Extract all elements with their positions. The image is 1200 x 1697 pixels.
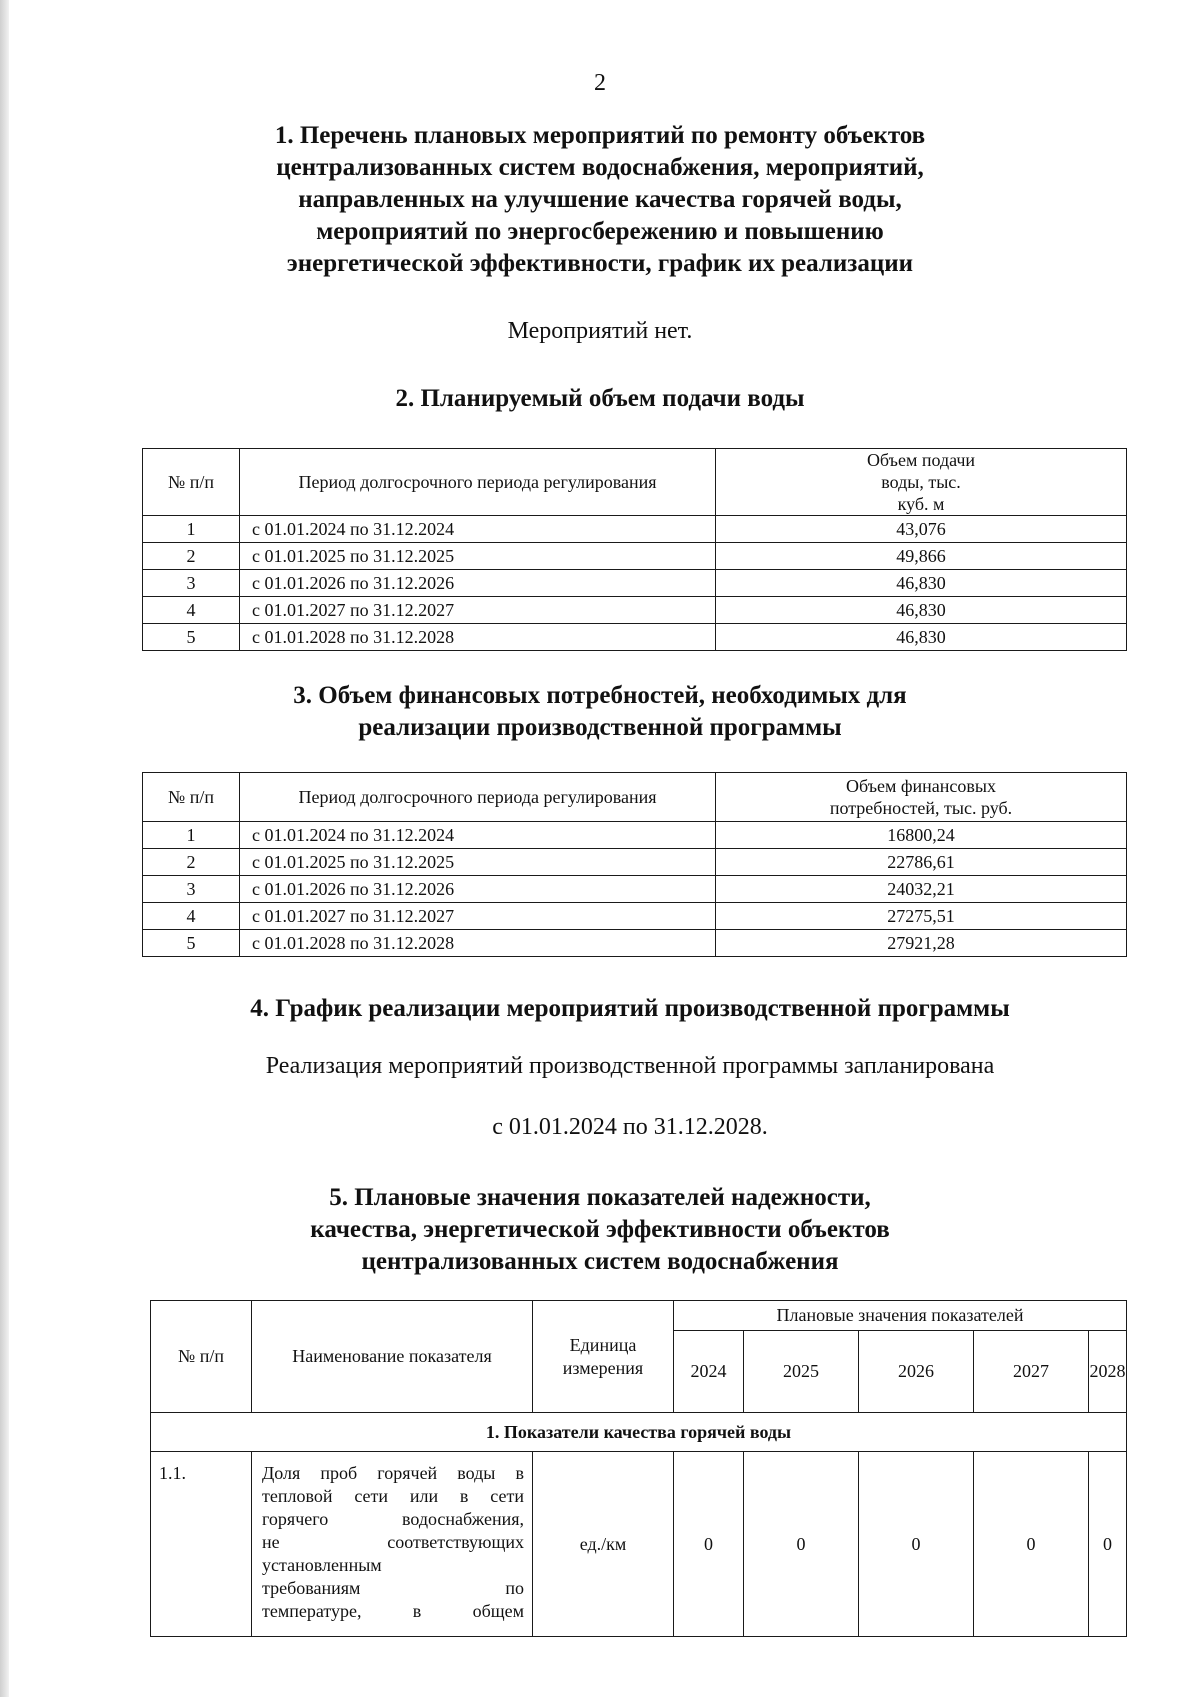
table-header-year: 2027 xyxy=(974,1331,1089,1413)
table-header-year: 2028 xyxy=(1089,1331,1127,1413)
row-period: с 01.01.2024 по 31.12.2024 xyxy=(240,516,716,543)
indicator-name-word: не xyxy=(262,1532,280,1552)
section1-title xyxy=(0,120,1200,280)
row-value: 0 xyxy=(974,1452,1089,1637)
row-value: 24032,21 xyxy=(716,876,1127,903)
table-header-num: № п/п xyxy=(151,1301,252,1413)
section3-title xyxy=(0,680,1200,744)
table-row xyxy=(143,516,1127,543)
table-row xyxy=(143,849,1127,876)
group-title: 1. Показатели качества горячей воды xyxy=(151,1413,1127,1452)
row-value: 46,830 xyxy=(716,624,1127,651)
row-period: с 01.01.2025 по 31.12.2025 xyxy=(240,543,716,570)
indicator-name-word: температуре, xyxy=(262,1601,362,1621)
section3-title-line: 3. Объем финансовых потребностей, необходимых для xyxy=(293,682,907,709)
table-header-name: Наименование показателя xyxy=(252,1301,533,1413)
indicator-name-word: в xyxy=(515,1463,524,1483)
indicator-name-word: по xyxy=(505,1578,524,1598)
indicator-name-word: горячего xyxy=(262,1509,329,1529)
table-header-period: Период долгосрочного периода регулирования xyxy=(240,449,716,516)
indicator-name-word: сети xyxy=(490,1486,524,1506)
table-row xyxy=(143,822,1127,849)
row-value: 0 xyxy=(744,1452,859,1637)
section1-text: Мероприятий нет. xyxy=(507,318,693,344)
section1-title-line: направленных на улучшение качества горячей воды, xyxy=(298,186,902,213)
row-num: 3 xyxy=(143,876,240,903)
page-number: 2 xyxy=(594,70,606,96)
indicator-name-word: проб xyxy=(320,1463,358,1483)
row-value: 27921,28 xyxy=(716,930,1127,957)
indicator-name-word: Доля xyxy=(262,1463,301,1483)
section1-title-line: централизованных систем водоснабжения, мероприятий, xyxy=(276,154,924,181)
row-value: 0 xyxy=(674,1452,744,1637)
row-num: 5 xyxy=(143,930,240,957)
table-row xyxy=(143,570,1127,597)
table-header-planned: Плановые значения показателей xyxy=(674,1301,1127,1331)
section5-title-line: централизованных систем водоснабжения xyxy=(361,1248,839,1275)
section1-title-line: 1. Перечень плановых мероприятий по ремонту объектов xyxy=(274,122,926,149)
row-unit: ед./км xyxy=(533,1452,674,1637)
table-header-volume: Объем подачи воды, тыс. куб. м xyxy=(716,449,1127,516)
indicator-name-word: общем xyxy=(472,1601,524,1621)
row-period: с 01.01.2027 по 31.12.2027 xyxy=(240,597,716,624)
indicator-name-word: или xyxy=(409,1486,439,1506)
row-value: 22786,61 xyxy=(716,849,1127,876)
row-num: 2 xyxy=(143,543,240,570)
row-value: 46,830 xyxy=(716,597,1127,624)
indicator-name-word: горячей xyxy=(377,1463,438,1483)
table-header-year: 2024 xyxy=(674,1331,744,1413)
indicator-name-line xyxy=(262,1485,524,1508)
financial-needs-table xyxy=(142,772,1127,957)
indicator-name-line xyxy=(262,1462,524,1485)
table-header-unit: Единица измерения xyxy=(533,1301,674,1413)
row-value: 0 xyxy=(1089,1452,1127,1637)
row-value: 49,866 xyxy=(716,543,1127,570)
table-header-period: Период долгосрочного периода регулирования xyxy=(240,773,716,822)
table-row xyxy=(151,1452,1127,1637)
indicator-name-word: воды xyxy=(457,1463,496,1483)
table-header-finance: Объем финансовых потребностей, тыс. руб. xyxy=(716,773,1127,822)
table-row xyxy=(143,903,1127,930)
row-period: с 01.01.2028 по 31.12.2028 xyxy=(240,930,716,957)
section4-text-line2: с 01.01.2024 по 31.12.2028. xyxy=(492,1114,768,1140)
row-num: 4 xyxy=(143,597,240,624)
indicator-name-line: установленным xyxy=(262,1555,382,1575)
row-num: 1 xyxy=(143,516,240,543)
indicator-name-line xyxy=(262,1508,524,1531)
section4-title: 4. График реализации мероприятий производственной программы xyxy=(250,995,1010,1022)
table-row xyxy=(143,876,1127,903)
row-num: 1.1. xyxy=(151,1452,252,1637)
row-indicator-name xyxy=(252,1452,533,1637)
section5-title-line: качества, энергетической эффективности объектов xyxy=(310,1216,890,1243)
row-period: с 01.01.2028 по 31.12.2028 xyxy=(240,624,716,651)
row-num: 2 xyxy=(143,849,240,876)
section2-title: 2. Планируемый объем подачи воды xyxy=(395,385,805,412)
row-period: с 01.01.2024 по 31.12.2024 xyxy=(240,822,716,849)
table-header-num: № п/п xyxy=(143,449,240,516)
indicator-name-line xyxy=(262,1600,524,1623)
row-period: с 01.01.2025 по 31.12.2025 xyxy=(240,849,716,876)
indicator-name-line xyxy=(262,1577,524,1600)
row-period: с 01.01.2027 по 31.12.2027 xyxy=(240,903,716,930)
row-value: 0 xyxy=(859,1452,974,1637)
indicator-name-word: в xyxy=(459,1486,469,1506)
table-row xyxy=(143,930,1127,957)
row-num: 1 xyxy=(143,822,240,849)
indicator-name-word: требованиям xyxy=(262,1578,361,1598)
table-header-num: № п/п xyxy=(143,773,240,822)
indicator-name-word: тепловой xyxy=(262,1486,333,1506)
section4-text-line1: Реализация мероприятий производственной программы запланирована xyxy=(265,1053,995,1079)
indicator-name-line xyxy=(262,1531,524,1554)
section1-title-line: мероприятий по энергосбережению и повышению xyxy=(316,218,884,245)
section1-title-line: энергетической эффективности, график их реализации xyxy=(286,250,914,277)
row-num: 4 xyxy=(143,903,240,930)
table-row xyxy=(143,543,1127,570)
row-value: 46,830 xyxy=(716,570,1127,597)
row-num: 5 xyxy=(143,624,240,651)
table-row xyxy=(143,624,1127,651)
table-header-year: 2026 xyxy=(859,1331,974,1413)
indicator-name-word: водоснабжения, xyxy=(401,1509,524,1529)
section5-title xyxy=(0,1182,1200,1278)
row-period: с 01.01.2026 по 31.12.2026 xyxy=(240,876,716,903)
water-supply-table xyxy=(142,448,1127,651)
section3-title-line: реализации производственной программы xyxy=(358,714,842,741)
row-value: 16800,24 xyxy=(716,822,1127,849)
indicators-table xyxy=(150,1300,1127,1637)
row-value: 27275,51 xyxy=(716,903,1127,930)
row-value: 43,076 xyxy=(716,516,1127,543)
table-row xyxy=(143,597,1127,624)
row-num: 3 xyxy=(143,570,240,597)
indicator-name-word: сети xyxy=(354,1486,389,1506)
table-header-year: 2025 xyxy=(744,1331,859,1413)
indicator-name-word: соответствующих xyxy=(387,1532,524,1552)
section5-title-line: 5. Плановые значения показателей надежности, xyxy=(329,1184,871,1211)
indicator-name-word: в xyxy=(412,1601,422,1621)
row-period: с 01.01.2026 по 31.12.2026 xyxy=(240,570,716,597)
